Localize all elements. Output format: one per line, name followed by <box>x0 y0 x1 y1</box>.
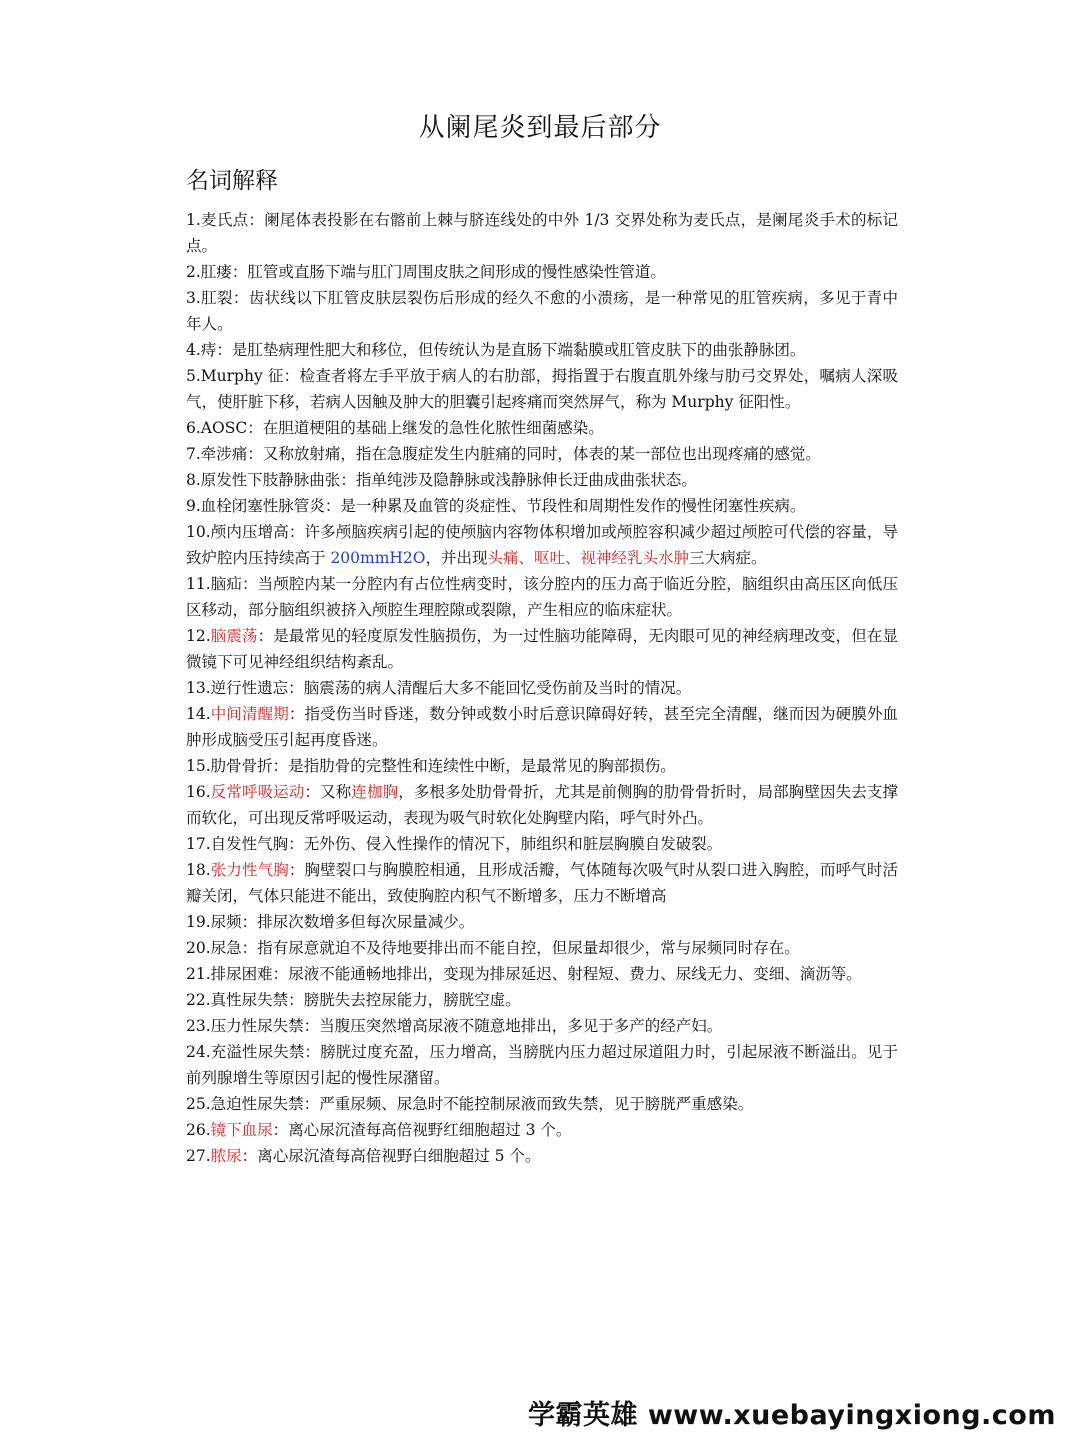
entry-term: 牵涉痛 <box>200 445 248 463</box>
entry-number: 18. <box>186 861 211 879</box>
entry-term: 尿急 <box>210 939 242 957</box>
entry-text: 无外伤、侵入性操作的情况下，肺组织和脏层胸膜自发破裂。 <box>303 835 723 853</box>
entry-text: 膀胱过度充盈，压力增高，当膀胱内压力超过尿道阻力时，引起尿液不断溢出。见于前列腺增生等原因引起的慢性尿潴留。 <box>186 1043 898 1087</box>
entry-term: 肛瘘 <box>200 263 232 281</box>
entry-text: 胸壁裂口与胸膜腔相通，且形成活瓣，气体随每次吸气时从裂口进入胸腔，而呼气时活瓣关闭，气体只能进不能出，致使胸腔内积气不断增多，压力不断增高 <box>186 861 898 905</box>
entry-separator: ： <box>288 705 305 723</box>
entry-separator: ： <box>232 289 249 307</box>
entry-separator: ： <box>272 1121 289 1139</box>
entry-text: 是肛垫病理性肥大和移位，但传统认为是直肠下端黏膜或肛管皮肤下的曲张静脉团。 <box>231 341 806 359</box>
entry-text: 严重尿频、尿急时不能控制尿液而致失禁，见于膀胱严重感染。 <box>319 1095 754 1113</box>
entry-number: 16. <box>186 783 211 801</box>
entry-term-highlighted: 脓尿 <box>210 1147 242 1165</box>
entry-text: 在胆道梗阻的基础上继发的急性化脓性细菌感染。 <box>262 419 604 437</box>
definition-entry <box>186 831 898 857</box>
entry-term: AOSC <box>200 419 248 437</box>
definition-entry <box>186 779 898 831</box>
entry-term: 肋骨骨折 <box>210 757 273 775</box>
definition-entry <box>186 1039 898 1091</box>
entry-separator: ： <box>242 575 258 593</box>
definition-entry <box>186 363 898 415</box>
entry-term: 麦氏点 <box>200 211 249 229</box>
entry-text: 当腹压突然增高尿液不随意地排出，多见于多产的经产妇。 <box>319 1017 723 1035</box>
definition-entry <box>186 207 898 259</box>
entry-text: 指有尿意就迫不及待地要排出而不能自控，但尿量却很少，常与尿频同时存在。 <box>257 939 800 957</box>
definition-entry <box>186 701 898 753</box>
entry-separator: ： <box>304 783 321 801</box>
entry-text: 许多颅脑疾病引起的使颅脑内容物体积增加或颅腔容积减少超过颅腔可代偿的容量，导致炉腔内压持续高于 <box>186 523 898 567</box>
entry-text: ，并出现 <box>425 549 488 567</box>
entry-term: 逆行性遗忘 <box>210 679 289 697</box>
entry-term: Murphy 征 <box>200 367 284 385</box>
entry-number: 22. <box>186 991 211 1009</box>
entry-term-highlighted: 张力性气胸 <box>210 861 289 879</box>
entry-term: 急迫性尿失禁 <box>210 1095 304 1113</box>
entry-separator: ： <box>241 939 258 957</box>
entry-text: 又称 <box>320 783 352 801</box>
entry-number: 2. <box>186 263 201 281</box>
entry-text: 当颅腔内某一分腔内有占位性病变时，该分腔内的压力高于临近分腔，脑组织由高压区向低压区移动，部分脑组织被挤入颅腔生理腔隙或裂隙，产生相应的临床症状。 <box>186 575 898 619</box>
entry-number: 13. <box>186 679 211 697</box>
entry-separator: ： <box>303 1095 320 1113</box>
entry-number: 25. <box>186 1095 211 1113</box>
entry-number: 6. <box>186 419 201 437</box>
entry-number: 5. <box>186 367 201 385</box>
entry-text: 阑尾体表投影在右髂前上棘与脐连线处的中外 1/3 交界处称为麦氏点，是阑尾炎手术的标记点。 <box>186 211 898 255</box>
definition-entry <box>186 415 898 441</box>
entry-number: 1. <box>186 211 201 229</box>
entry-separator: ： <box>340 471 356 489</box>
entry-number: 11. <box>186 575 211 593</box>
entry-separator: ： <box>241 1147 258 1165</box>
entry-number: 19. <box>186 913 211 931</box>
definition-entry <box>186 1091 898 1117</box>
entry-number: 26. <box>186 1121 211 1139</box>
entry-separator: ： <box>288 861 305 879</box>
definition-entry <box>186 1117 898 1143</box>
definition-entry <box>186 623 898 675</box>
entry-text: 是指肋骨的完整性和连续性中断，是最常见的胸部损伤。 <box>288 757 676 775</box>
entry-separator: ： <box>272 965 289 983</box>
entry-text: 指受伤当时昏迷，数分钟或数小时后意识障碍好转，甚至完全清醒，继而因为硬膜外血肿形成脑受压引起再度昏迷。 <box>186 705 898 749</box>
entry-term: 真性尿失禁 <box>210 991 289 1009</box>
entry-text: 脑震荡的病人清醒后大多不能回忆受伤前及当时的情况。 <box>303 679 692 697</box>
definition-entry <box>186 493 898 519</box>
entry-text: 是最常见的轻度原发性脑损伤，为一过性脑功能障碍，无肉眼可见的神经病理改变，但在显微镜下可见神经组织结构紊乱。 <box>186 627 898 671</box>
definition-entry <box>186 571 898 623</box>
entry-number: 21. <box>186 965 211 983</box>
definition-entry <box>186 1143 898 1169</box>
definition-entry <box>186 961 898 987</box>
entry-separator: ： <box>257 627 274 645</box>
definition-entry <box>186 285 898 337</box>
entry-number: 15. <box>186 757 211 775</box>
entry-term-highlighted: 脑震荡 <box>210 627 258 645</box>
entry-text: 离心尿沉渣每高倍视野红细胞超过 3 个。 <box>288 1121 572 1139</box>
entry-separator: ： <box>283 367 300 385</box>
entry-term: 压力性尿失禁 <box>210 1017 304 1035</box>
entry-text: 指单纯涉及隐静脉或浅静脉伸长迂曲成曲张状态。 <box>355 471 697 489</box>
entry-number: 9. <box>186 497 201 515</box>
entry-term: 脑疝 <box>210 575 243 593</box>
entry-number: 7. <box>186 445 201 463</box>
entry-text: 膀胱失去控尿能力，膀胱空虚。 <box>303 991 521 1009</box>
page-title: 从阑尾炎到最后部分 <box>418 113 662 143</box>
entry-number: 17. <box>186 835 211 853</box>
entry-separator: ： <box>216 341 232 359</box>
entry-text: ，多根多处肋骨骨折，尤其是前侧胸的肋骨骨折时，局部胸壁因失去支撑而软化，可出现反常呼吸运动，表现为吸气时软化处胸壁内陷，呼气时外凸。 <box>186 783 898 827</box>
entry-number: 27. <box>186 1147 211 1165</box>
entry-number: 23. <box>186 1017 211 1035</box>
entry-term-highlighted: 中间清醒期 <box>210 705 289 723</box>
watermark: 学霸英雄 www.xuebayingxiong.com <box>527 1400 1056 1431</box>
entry-number: 3. <box>186 289 201 307</box>
entry-separator: ： <box>241 913 258 931</box>
entry-text: 检查者将左手平放于病人的右肋部，拇指置于右腹直肌外缘与肋弓交界处，嘱病人深吸气，使肝脏下移，若病人因触及肿大的胆囊引起疼痛而突然屏气，称为 Murphy 征阳性。 <box>186 367 898 411</box>
entry-separator: ： <box>272 757 289 775</box>
highlighted-term: 连枷胸 <box>351 783 399 801</box>
entry-separator: ： <box>248 211 265 229</box>
entry-separator: ： <box>288 679 304 697</box>
definition-entry <box>186 337 898 363</box>
entry-number: 10. <box>186 523 211 541</box>
entry-number: 14. <box>186 705 211 723</box>
entry-separator: ： <box>231 263 248 281</box>
entry-term: 血栓闭塞性脉管炎 <box>200 497 325 515</box>
entry-separator: ： <box>247 445 263 463</box>
definition-entry <box>186 857 898 909</box>
entry-text: 又称放射痛，指在急腹症发生内脏痛的同时，体表的某一部位也出现疼痛的感觉。 <box>262 445 821 463</box>
entry-text: 尿液不能通畅地排出，变现为排尿延迟、射程短、费力、尿线无力、变细、滴沥等。 <box>288 965 862 983</box>
pressure-value: 200mmH2O <box>330 549 426 567</box>
entry-separator: ： <box>288 991 304 1009</box>
highlighted-symptoms: 头痛、呕吐、视神经乳头水肿 <box>487 549 690 567</box>
entry-term: 排尿困难 <box>210 965 273 983</box>
definition-entry <box>186 1013 898 1039</box>
entry-term: 尿频 <box>210 913 242 931</box>
entry-term: 痔 <box>200 341 217 359</box>
definition-entry <box>186 675 898 701</box>
section-heading: 名词解释 <box>186 168 278 194</box>
entry-separator: ： <box>288 835 304 853</box>
definition-entry <box>186 519 898 571</box>
definition-entry <box>186 935 898 961</box>
entry-term: 自发性气胸 <box>210 835 289 853</box>
entry-number: 20. <box>186 939 211 957</box>
entry-text: 三大病症。 <box>689 549 767 567</box>
entry-separator: ： <box>247 419 263 437</box>
definition-entry <box>186 441 898 467</box>
entry-separator: ： <box>303 1017 320 1035</box>
definition-entry <box>186 259 898 285</box>
entry-number: 24. <box>186 1043 211 1061</box>
entry-term: 充溢性尿失禁 <box>210 1043 305 1061</box>
entry-term: 颅内压增高 <box>210 523 289 541</box>
definition-entry <box>186 467 898 493</box>
entry-separator: ： <box>288 523 305 541</box>
entry-number: 8. <box>186 471 201 489</box>
definition-entry <box>186 753 898 779</box>
entry-text: 是一种累及血管的炎症性、节段性和周期性发作的慢性闭塞性疾病。 <box>340 497 806 515</box>
entry-text: 齿状线以下肛管皮肤层裂伤后形成的经久不愈的小溃疡，是一种常见的肛管疾病，多见于青中年人。 <box>186 289 898 333</box>
entry-text: 离心尿沉渣每高倍视野白细胞超过 5 个。 <box>257 1147 541 1165</box>
entry-number: 4. <box>186 341 201 359</box>
entry-separator: ： <box>304 1043 321 1061</box>
definition-entry <box>186 987 898 1013</box>
entry-term: 肛裂 <box>200 289 233 307</box>
entry-term-highlighted: 镜下血尿 <box>210 1121 273 1139</box>
definition-entry <box>186 909 898 935</box>
entry-text: 排尿次数增多但每次尿量减少。 <box>257 913 475 931</box>
entry-separator: ： <box>324 497 341 515</box>
definition-list <box>186 207 898 1169</box>
entry-term-highlighted: 反常呼吸运动 <box>210 783 305 801</box>
entry-text: 肛管或直肠下端与肛门周围皮肤之间形成的慢性感染性管道。 <box>247 263 666 281</box>
entry-term: 原发性下肢静脉曲张 <box>200 471 341 489</box>
entry-number: 12. <box>186 627 211 645</box>
